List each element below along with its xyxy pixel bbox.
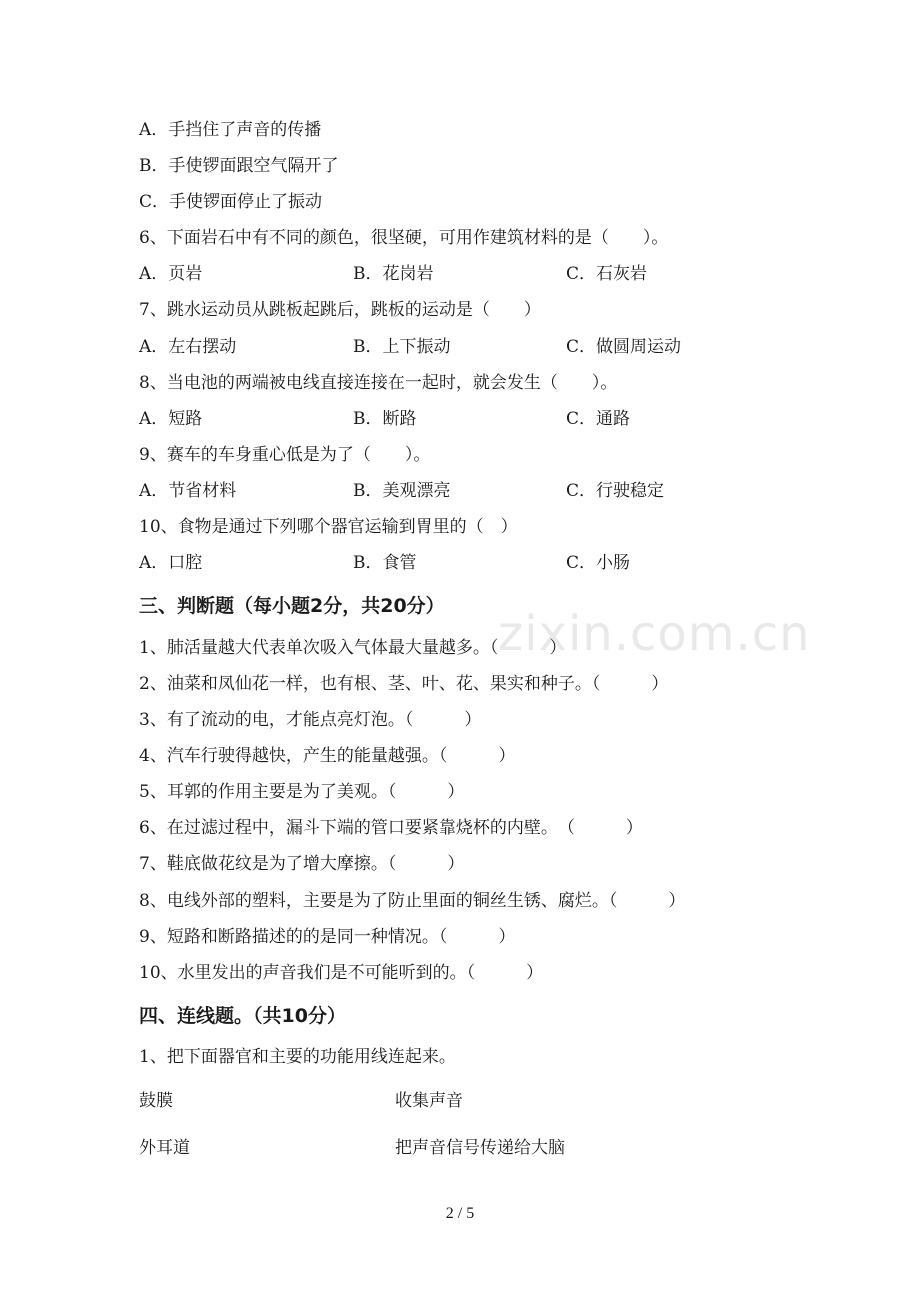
question-9: 9、赛车的车身重心低是为了（ ）。 [139, 445, 431, 465]
tf-item-8: 8、电线外部的塑料，主要是为了防止里面的铜丝生锈、腐烂。（ ） [139, 891, 686, 911]
q9-option-a: A．节省材料 [139, 481, 237, 501]
q6-option-a: A．页岩 [139, 264, 203, 284]
tf-item-9: 9、短路和断路描述的的是同一种情况。（ ） [139, 927, 516, 947]
question-10: 10、食物是通过下列哪个器官运输到胃里的（ ） [139, 517, 518, 537]
watermark: zixin.com.cn [498, 606, 811, 662]
q10-option-a: A．口腔 [139, 553, 203, 573]
section-4-title: 四、连线题。（共10分） [139, 1005, 346, 1027]
q5-option-a: A．手挡住了声音的传播 [139, 120, 322, 140]
question-7: 7、跳水运动员从跳板起跳后，跳板的运动是（ ） [139, 300, 541, 320]
q6-option-b: B．花岗岩 [353, 264, 434, 284]
tf-item-7: 7、鞋底做花纹是为了增大摩擦。（ ） [139, 854, 465, 874]
tf-item-4: 4、汽车行驶得越快，产生的能量越强。（ ） [139, 746, 516, 766]
q7-option-c: C．做圆周运动 [566, 337, 682, 357]
tf-item-2: 2、油菜和凤仙花一样，也有根、茎、叶、花、果实和种子。（ ） [139, 674, 669, 694]
matching-left-2: 外耳道 [139, 1138, 190, 1158]
q9-option-b: B．美观漂亮 [353, 481, 451, 501]
question-6: 6、下面岩石中有不同的颜色，很坚硬，可用作建筑材料的是（ ）。 [139, 228, 669, 248]
matching-right-2: 把声音信号传递给大脑 [395, 1138, 565, 1158]
q5-option-c: C．手使锣面停止了振动 [139, 192, 323, 212]
q10-option-c: C．小肠 [566, 553, 631, 573]
q7-option-b: B．上下振动 [353, 337, 451, 357]
q10-option-b: B．食管 [353, 553, 417, 573]
page-number: 2 / 5 [445, 1205, 475, 1222]
tf-item-5: 5、耳郭的作用主要是为了美观。（ ） [139, 782, 465, 802]
tf-item-6: 6、在过滤过程中，漏斗下端的管口要紧靠烧杯的内壁。 （ ） [139, 818, 643, 838]
q6-option-c: C．石灰岩 [566, 264, 648, 284]
matching-left-1: 鼓膜 [139, 1091, 173, 1111]
matching-instruction: 1、把下面器官和主要的功能用线连起来。 [139, 1047, 456, 1067]
question-8: 8、当电池的两端被电线直接连接在一起时，就会发生（ ）。 [139, 373, 618, 393]
q8-option-b: B．断路 [353, 409, 417, 429]
matching-right-1: 收集声音 [395, 1091, 463, 1111]
tf-item-3: 3、有了流动的电，才能点亮灯泡。（ ） [139, 710, 482, 730]
q7-option-a: A．左右摆动 [139, 337, 237, 357]
tf-item-1: 1、肺活量越大代表单次吸入气体最大量越多。（ ） [139, 638, 567, 658]
section-3-title: 三、判断题（每小题2分，共20分） [139, 595, 445, 617]
q8-option-a: A．短路 [139, 409, 203, 429]
q5-option-b: B．手使锣面跟空气隔开了 [139, 156, 339, 176]
q8-option-c: C．通路 [566, 409, 631, 429]
q9-option-c: C．行驶稳定 [566, 481, 665, 501]
tf-item-10: 10、水里发出的声音我们是不可能听到的。（ ） [139, 963, 544, 983]
